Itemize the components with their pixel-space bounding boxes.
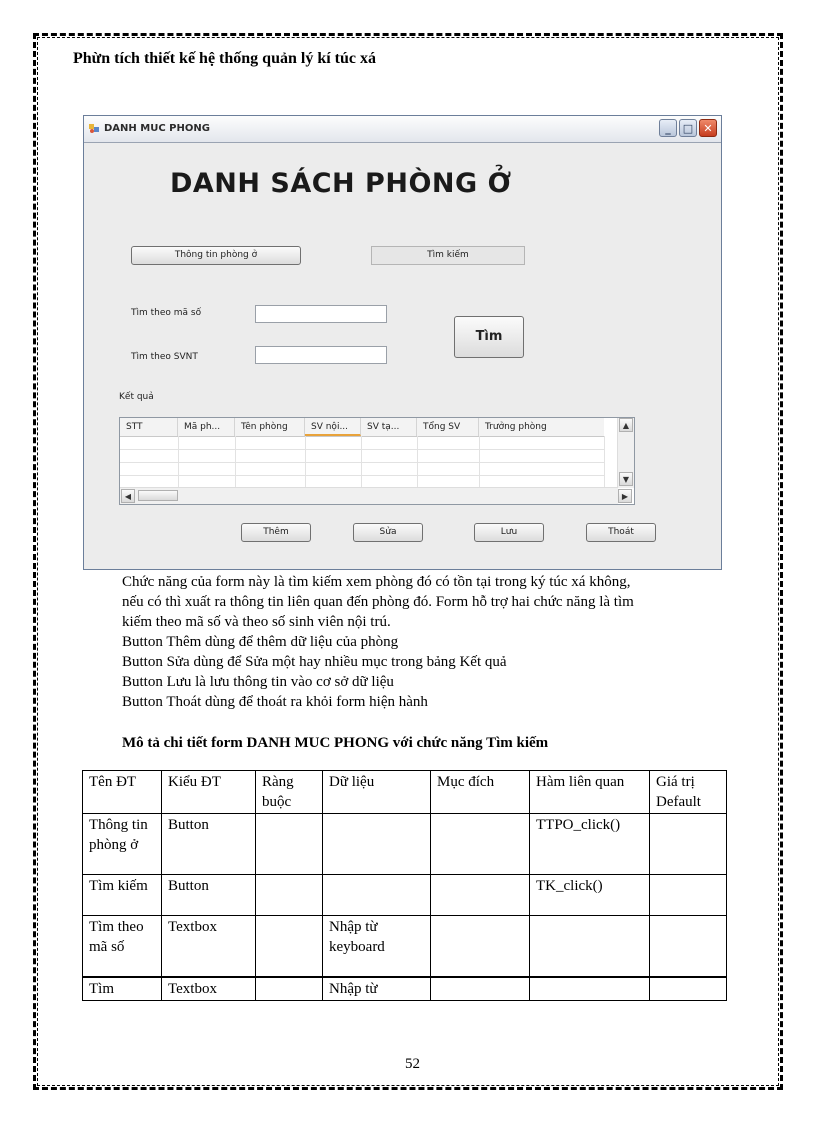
search-button[interactable]: Tìm: [454, 316, 524, 358]
table-cell: Tìm: [83, 977, 162, 1001]
table-row: [83, 977, 727, 1001]
result-label: Kết quả: [119, 392, 154, 402]
description-line: Button Thoát dùng để thoát ra khỏi form hiện hành: [122, 694, 428, 710]
search-by-code-label: Tìm theo mã số: [131, 308, 202, 318]
table-cell: [431, 977, 530, 1001]
grid-col-room-name[interactable]: Tên phòng: [235, 418, 305, 436]
maximize-icon: □: [682, 122, 694, 135]
table-cell: Tìm kiếm: [83, 875, 162, 916]
table-cell: [256, 875, 323, 916]
edit-button[interactable]: Sửa: [353, 523, 423, 542]
description-line: Chức năng của form này là tìm kiếm xem phòng đó có tồn tại trong ký túc xá không,: [122, 574, 631, 590]
add-button[interactable]: Thêm: [241, 523, 311, 542]
grid-col-room-leader[interactable]: Trưởng phòng: [485, 422, 547, 432]
description-line: Button Sửa dùng để Sửa một hay nhiều mục trong bảng Kết quả: [122, 654, 507, 670]
description-line: Button Thêm dùng để thêm dữ liệu của phòng: [122, 634, 399, 650]
grid-col-line: [235, 436, 236, 488]
table-cell: Button: [162, 875, 256, 916]
scroll-thumb[interactable]: [138, 490, 178, 501]
close-icon: ✕: [703, 122, 713, 135]
grid-col-line: [604, 436, 605, 488]
scroll-down-icon[interactable]: ▼: [619, 472, 633, 486]
table-row: [83, 916, 727, 977]
grid-col-stt[interactable]: STT: [120, 418, 178, 436]
grid-col-total-sv[interactable]: Tổng SV: [417, 418, 479, 436]
page-number: 52: [405, 1056, 420, 1072]
room-info-button[interactable]: Thông tin phòng ở: [131, 246, 301, 265]
table-cell: Tìm theo mã số: [83, 916, 162, 977]
search-tab-button[interactable]: Tìm kiếm: [371, 246, 525, 265]
grid-col-line: [305, 436, 306, 488]
document-header: Phừn tích thiết kế hệ thống quản lý kí túc xá: [73, 50, 376, 67]
grid-col-line: [178, 436, 179, 488]
table-cell: Nhập từ keyboard: [323, 916, 431, 977]
grid-header: [120, 418, 604, 437]
table-cell: [530, 977, 650, 1001]
table-header-cell: Giá trị Default: [650, 771, 727, 814]
table-cell: Thông tin phòng ở: [83, 814, 162, 875]
spec-table: [82, 770, 727, 1001]
table-header-row: [83, 771, 727, 814]
table-cell: [256, 916, 323, 977]
table-cell: [431, 875, 530, 916]
table-cell: Button: [162, 814, 256, 875]
table-cell: Textbox: [162, 977, 256, 1001]
table-cell: [323, 814, 431, 875]
table-title: Mô tả chi tiết form DANH MUC PHONG với chức năng Tìm kiếm: [122, 735, 549, 751]
description-line: nếu có thì xuất ra thông tin liên quan đến phòng đó. Form hỗ trợ hai chức năng là tìm: [122, 594, 634, 610]
form-title: DANH SÁCH PHÒNG Ở: [170, 168, 512, 199]
table-header-cell: Ràng buộc: [256, 771, 323, 814]
search-by-svnt-input[interactable]: [255, 346, 387, 364]
minimize-button[interactable]: [659, 119, 677, 137]
table-cell: Nhập từ: [323, 977, 431, 1001]
table-cell: [650, 916, 727, 977]
table-cell: TTPO_click(): [530, 814, 650, 875]
table-header-cell: Tên ĐT: [83, 771, 162, 814]
table-cell: [431, 814, 530, 875]
app-window: [83, 115, 722, 570]
table-cell: [256, 814, 323, 875]
grid-col-sv-noi-tru[interactable]: SV nội...: [305, 418, 361, 436]
table-cell: [650, 977, 727, 1001]
window-titlebar[interactable]: [84, 116, 721, 143]
table-header-cell: Mục đích: [431, 771, 530, 814]
scroll-up-icon[interactable]: ▲: [619, 418, 633, 432]
search-by-code-input[interactable]: [255, 305, 387, 323]
table-cell: [530, 916, 650, 977]
grid-horizontal-scrollbar[interactable]: [120, 487, 629, 504]
grid-col-sv-tam-tru[interactable]: SV tạ...: [361, 418, 417, 436]
search-by-svnt-label: Tìm theo SVNT: [131, 352, 198, 362]
minimize-icon: _: [665, 122, 671, 135]
grid-row-line: [120, 449, 604, 450]
grid-col-room-code[interactable]: Mã ph...: [178, 418, 235, 436]
table-cell: TK_click(): [530, 875, 650, 916]
table-row: [83, 875, 727, 916]
grid-col-line: [479, 436, 480, 488]
table-cell: [256, 977, 323, 1001]
maximize-button[interactable]: [679, 119, 697, 137]
grid-vertical-scrollbar[interactable]: [617, 418, 634, 488]
scroll-left-icon[interactable]: ◀: [121, 489, 135, 503]
table-header-cell: Hàm liên quan: [530, 771, 650, 814]
table-cell: [323, 875, 431, 916]
table-cell: [431, 916, 530, 977]
grid-row-line: [120, 475, 604, 476]
window-title: DANH MUC PHONG: [104, 123, 210, 134]
table-row: [83, 814, 727, 875]
table-header-cell: Kiểu ĐT: [162, 771, 256, 814]
exit-button[interactable]: Thoát: [586, 523, 656, 542]
table-header-cell: Dữ liệu: [323, 771, 431, 814]
grid-col-line: [361, 436, 362, 488]
grid-row-line: [120, 462, 604, 463]
description-line: kiếm theo mã số và theo số sinh viên nội trú.: [122, 614, 391, 630]
scroll-right-icon[interactable]: ▶: [618, 489, 632, 503]
description-line: Button Lưu là lưu thông tin vào cơ sở dữ liệu: [122, 674, 394, 690]
result-grid[interactable]: [119, 417, 635, 505]
close-button[interactable]: [699, 119, 717, 137]
table-cell: [650, 875, 727, 916]
grid-col-line: [417, 436, 418, 488]
table-cell: [650, 814, 727, 875]
table-cell: Textbox: [162, 916, 256, 977]
app-icon: [89, 123, 100, 134]
save-button[interactable]: Lưu: [474, 523, 544, 542]
